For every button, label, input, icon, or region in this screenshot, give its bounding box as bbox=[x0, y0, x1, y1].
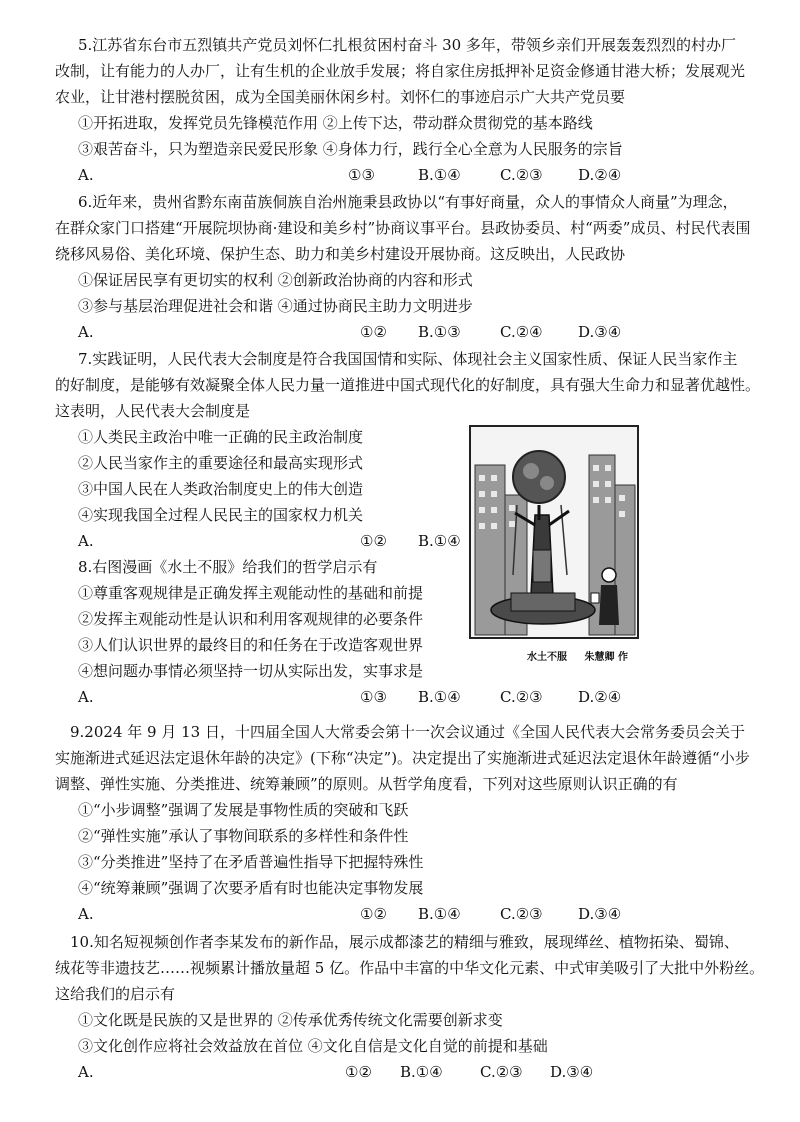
question-7-statement: ④实现我国全过程人民民主的国家权力机关 bbox=[78, 506, 364, 524]
question-8-statement: ②发挥主观能动性是认识和利用客观规律的必要条件 bbox=[78, 610, 424, 628]
question-9-statement: ④“统筹兼顾”强调了次要矛盾有时也能决定事物发展 bbox=[78, 879, 424, 897]
question-10-stem-line: 这给我们的启示有 bbox=[55, 985, 176, 1003]
question-5-options bbox=[0, 163, 800, 188]
option-b[interactable]: B.①④ bbox=[418, 688, 461, 706]
question-6-stem-line: 6.近年来，贵州省黔东南苗族侗族自治州施秉县政协以“有事好商量，众人的事情众人商量”为理念， bbox=[78, 193, 738, 211]
option-c[interactable]: C.②④ bbox=[500, 323, 543, 341]
question-6-stem-line: 在群众家门口搭建“开展院坝协商·建设和美乡村”协商议事平台。县政协委员、村“两委”成员、村民代表围 bbox=[55, 219, 751, 237]
option-label[interactable]: A. bbox=[78, 688, 94, 706]
question-7-options bbox=[0, 529, 460, 554]
question-6-stem-line: 绕移风易俗、美化环境、保护生态、助力和美乡村建设开展协商。这反映出，人民政协 bbox=[55, 245, 626, 263]
question-6-statement: ③参与基层治理促进社会和谐 ④通过协商民主助力文明进步 bbox=[78, 297, 473, 315]
question-9-statement: ③“分类推进”坚持了在矛盾普遍性指导下把握特殊性 bbox=[78, 853, 424, 871]
option-b[interactable]: B.①④ bbox=[418, 905, 461, 923]
option-d[interactable]: D.②④ bbox=[578, 166, 622, 184]
option-c[interactable]: C.②③ bbox=[500, 166, 543, 184]
option-label[interactable]: A. bbox=[78, 1063, 94, 1081]
question-5-statement: ③艰苦奋斗，只为塑造亲民爱民形象 ④身体力行，践行全心全意为人民服务的宗旨 bbox=[78, 140, 623, 158]
question-10-stem-line: 绒花等非遗技艺……视频累计播放量超 5 亿。作品中丰富的中华文化元素、中式审美吸引了大批中外粉丝。 bbox=[55, 959, 765, 977]
question-8-statement: ③人们认识世界的最终目的和任务在于改造客观世界 bbox=[78, 636, 424, 654]
option-label[interactable]: A. bbox=[78, 323, 94, 341]
option-b[interactable]: B.①④ bbox=[400, 1063, 443, 1081]
option-label[interactable]: A. bbox=[78, 905, 94, 923]
question-9-options bbox=[0, 902, 800, 927]
question-5-stem-line: 农业，让甘港村摆脱贫困，成为全国美丽休闲乡村。刘怀仁的事迹启示广大共产党员要 bbox=[55, 88, 626, 106]
question-8-stem-line: 8.右图漫画《水土不服》给我们的哲学启示有 bbox=[78, 558, 378, 576]
option-d[interactable]: D.③④ bbox=[578, 323, 622, 341]
question-5-stem-line: 改制，让有能力的人办厂，让有生机的企业放手发展；将自家住房抵押补足资金修通甘港大桥；发展观光 bbox=[55, 62, 746, 80]
question-9-statement: ②“弹性实施”承认了事物间联系的多样性和条件性 bbox=[78, 827, 409, 845]
question-10-options bbox=[0, 1060, 800, 1085]
option-d[interactable]: D.③④ bbox=[578, 905, 622, 923]
cartoon-caption-title: 水土不服 bbox=[527, 652, 567, 663]
question-10-stem-line: 10.知名短视频创作者李某发布的新作品，展示成都漆艺的精细与雅致，展现缂丝、植物拓染、蜀锦、 bbox=[70, 933, 739, 951]
question-9-stem-line: 9.2024 年 9 月 13 日，十四届全国人大常委会第十一次会议通过《全国人民代表大会常务委员会关于 bbox=[70, 723, 745, 741]
question-5-stem-line: 5.江苏省东台市五烈镇共产党员刘怀仁扎根贫困村奋斗 30 多年，带领乡亲们开展轰轰烈烈的村办厂 bbox=[78, 36, 736, 54]
question-8-options bbox=[0, 685, 800, 710]
cartoon-caption-author: 朱慧卿 作 bbox=[584, 652, 628, 663]
option-a[interactable]: ①③ bbox=[348, 166, 375, 184]
option-b[interactable]: B.①④ bbox=[418, 532, 461, 550]
option-a[interactable]: ①③ bbox=[360, 688, 387, 706]
question-9-stem-line: 调整、弹性实施、分类推进、统筹兼顾”的原则。从哲学角度看，下列对这些原则认识正确的有 bbox=[55, 775, 678, 793]
option-label[interactable]: A. bbox=[78, 532, 94, 550]
option-c[interactable]: C.②③ bbox=[500, 905, 543, 923]
question-7-statement: ①人类民主政治中唯一正确的民主政治制度 bbox=[78, 428, 364, 446]
option-b[interactable]: B.①④ bbox=[418, 166, 461, 184]
question-9-stem-line: 实施渐进式延迟法定退休年龄的决定》(下称“决定”)。决定提出了实施渐进式延迟法定退休年龄遵循“小步 bbox=[55, 749, 750, 767]
question-8-statement: ④想问题办事情必须坚持一切从实际出发，实事求是 bbox=[78, 662, 424, 680]
option-a[interactable]: ①② bbox=[360, 905, 387, 923]
question-7-stem-line: 这表明，人民代表大会制度是 bbox=[55, 402, 251, 420]
option-a[interactable]: ①② bbox=[360, 532, 387, 550]
option-a[interactable]: ①② bbox=[360, 323, 387, 341]
option-b[interactable]: B.①③ bbox=[418, 323, 461, 341]
question-7-statement: ③中国人民在人类政治制度史上的伟大创造 bbox=[78, 480, 364, 498]
question-7-stem-line: 的好制度，是能够有效凝聚全体人民力量一道推进中国式现代化的好制度，具有强大生命力和显著优越性。 bbox=[55, 376, 761, 394]
cartoon-illustration bbox=[469, 425, 639, 665]
question-9-statement: ①“小步调整”强调了发展是事物性质的突破和飞跃 bbox=[78, 801, 409, 819]
option-d[interactable]: D.②④ bbox=[578, 688, 622, 706]
option-c[interactable]: C.②③ bbox=[480, 1063, 523, 1081]
option-a[interactable]: ①② bbox=[345, 1063, 372, 1081]
question-10-statement: ①文化既是民族的又是世界的 ②传承优秀传统文化需要创新求变 bbox=[78, 1011, 503, 1029]
option-label[interactable]: A. bbox=[78, 166, 94, 184]
question-7-stem-line: 7.实践证明，人民代表大会制度是符合我国国情和实际、体现社会主义国家性质、保证人民当家作主 bbox=[78, 350, 738, 368]
question-8-statement: ①尊重客观规律是正确发挥主观能动性的基础和前提 bbox=[78, 584, 424, 602]
cartoon-figure bbox=[469, 425, 639, 665]
question-5-statement: ①开拓进取，发挥党员先锋模范作用 ②上传下达，带动群众贯彻党的基本路线 bbox=[78, 114, 593, 132]
option-d[interactable]: D.③④ bbox=[550, 1063, 594, 1081]
question-6-options bbox=[0, 320, 800, 345]
option-c[interactable]: C.②③ bbox=[500, 688, 543, 706]
question-6-statement: ①保证居民享有更切实的权利 ②创新政治协商的内容和形式 bbox=[78, 271, 473, 289]
question-10-statement: ③文化创作应将社会效益放在首位 ④文化自信是文化自觉的前提和基础 bbox=[78, 1037, 548, 1055]
question-7-statement: ②人民当家作主的重要途径和最高实现形式 bbox=[78, 454, 364, 472]
